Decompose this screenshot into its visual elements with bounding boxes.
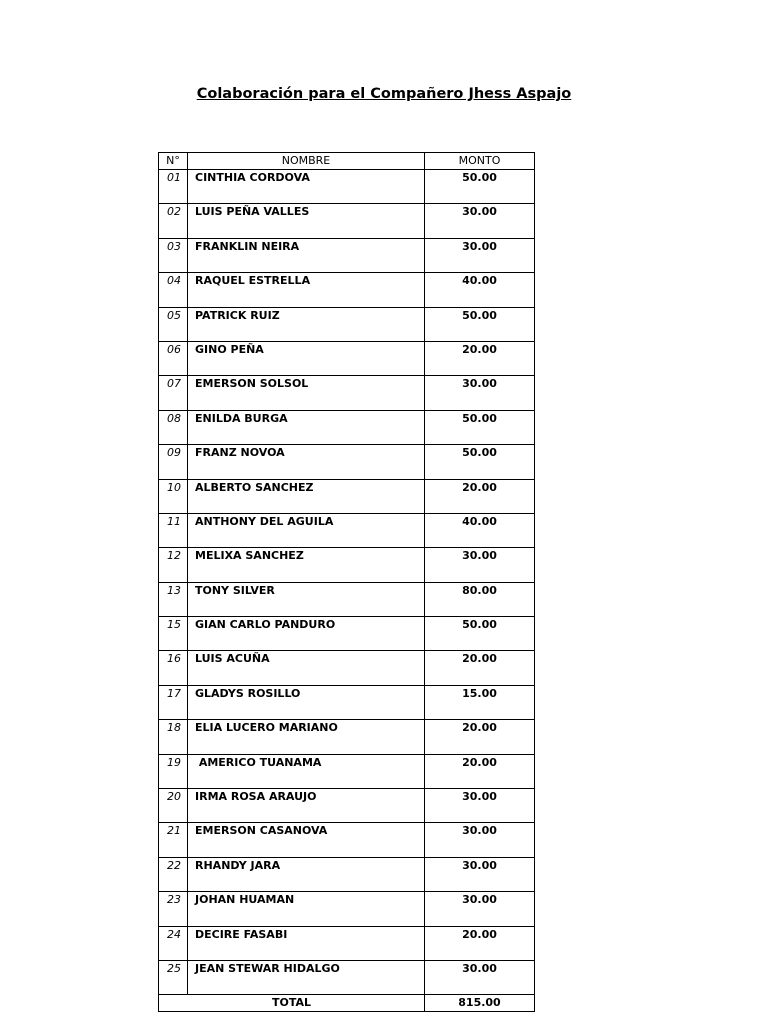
row-number-text: 17: [167, 686, 181, 700]
row-number-text: 23: [167, 893, 181, 907]
table-row: [159, 410, 535, 444]
row-number: [159, 410, 188, 444]
row-number-text: 03: [167, 239, 181, 253]
row-amount: 20.00: [425, 754, 535, 788]
header-amount: MONTO: [425, 153, 535, 170]
row-amount: 30.00: [425, 960, 535, 994]
row-number: [159, 685, 188, 719]
row-name: ELIA LUCERO MARIANO: [188, 720, 425, 754]
table-row: [159, 513, 535, 547]
row-amount: 30.00: [425, 204, 535, 238]
row-number-text: 22: [167, 858, 181, 872]
row-name: GLADYS ROSILLO: [188, 685, 425, 719]
table-row: [159, 582, 535, 616]
row-name: TONY SILVER: [188, 582, 425, 616]
header-name: NOMBRE: [188, 153, 425, 170]
table-header-row: [159, 153, 535, 170]
row-amount: 40.00: [425, 273, 535, 307]
row-number: [159, 238, 188, 272]
row-number: [159, 341, 188, 375]
row-number: [159, 582, 188, 616]
row-number-text: 16: [167, 652, 181, 666]
row-number: [159, 445, 188, 479]
row-name: RHANDY JARA: [188, 857, 425, 891]
table-row: [159, 892, 535, 926]
header-num: N°: [159, 153, 188, 170]
table-row: [159, 445, 535, 479]
row-amount: 80.00: [425, 582, 535, 616]
row-amount: 20.00: [425, 926, 535, 960]
row-name: FRANZ NOVOA: [188, 445, 425, 479]
row-number: [159, 204, 188, 238]
row-name: LUIS ACUÑA: [188, 651, 425, 685]
row-amount: 30.00: [425, 376, 535, 410]
row-name: EMERSON SOLSOL: [188, 376, 425, 410]
table-row: [159, 754, 535, 788]
row-name: PATRICK RUIZ: [188, 307, 425, 341]
row-amount: 20.00: [425, 651, 535, 685]
row-amount: 50.00: [425, 445, 535, 479]
row-number-text: 21: [167, 824, 181, 838]
table-row: [159, 926, 535, 960]
row-amount: 15.00: [425, 685, 535, 719]
row-number-text: 18: [167, 721, 181, 735]
row-amount: 20.00: [425, 720, 535, 754]
contribution-table: [158, 152, 535, 1012]
row-name: GINO PEÑA: [188, 341, 425, 375]
row-number-text: 01: [167, 171, 181, 184]
row-name: MELIXA SANCHEZ: [188, 548, 425, 582]
row-number-text: 07: [167, 377, 181, 391]
row-number-text: 10: [167, 480, 181, 494]
row-number-text: 20: [167, 790, 181, 804]
row-name: RAQUEL ESTRELLA: [188, 273, 425, 307]
row-name: AMERICO TUANAMA: [188, 754, 425, 788]
table-row: [159, 273, 535, 307]
row-number: [159, 273, 188, 307]
row-name: IRMA ROSA ARAUJO: [188, 789, 425, 823]
row-number: [159, 170, 188, 204]
row-number: [159, 479, 188, 513]
table-row: [159, 720, 535, 754]
total-label: TOTAL: [159, 995, 425, 1012]
row-number-text: 11: [167, 514, 181, 528]
row-number-text: 08: [167, 411, 181, 425]
row-number: [159, 754, 188, 788]
row-amount: 30.00: [425, 892, 535, 926]
table-row: [159, 238, 535, 272]
table-row: [159, 789, 535, 823]
row-number-text: 05: [167, 308, 181, 322]
row-name: ALBERTO SANCHEZ: [188, 479, 425, 513]
row-number: [159, 720, 188, 754]
row-amount: 30.00: [425, 857, 535, 891]
row-number: [159, 376, 188, 410]
table-row: [159, 617, 535, 651]
table-row: [159, 651, 535, 685]
row-amount: 40.00: [425, 513, 535, 547]
row-number-text: 15: [167, 618, 181, 632]
row-name: EMERSON CASANOVA: [188, 823, 425, 857]
row-number: [159, 926, 188, 960]
row-number: [159, 548, 188, 582]
total-amount: 815.00: [425, 995, 535, 1012]
row-amount: 50.00: [425, 410, 535, 444]
row-number: [159, 513, 188, 547]
row-amount: 30.00: [425, 238, 535, 272]
row-name: GIAN CARLO PANDURO: [188, 617, 425, 651]
table-row: [159, 479, 535, 513]
row-amount: 20.00: [425, 341, 535, 375]
row-number-text: 12: [167, 549, 181, 563]
table-row: [159, 307, 535, 341]
row-number: [159, 789, 188, 823]
table-row: [159, 204, 535, 238]
row-amount: 20.00: [425, 479, 535, 513]
row-number-text: 04: [167, 274, 181, 288]
table-row: [159, 857, 535, 891]
table-row: [159, 823, 535, 857]
row-number-text: 24: [167, 927, 181, 941]
row-name: JOHAN HUAMAN: [188, 892, 425, 926]
row-number-text: 13: [167, 583, 181, 597]
row-amount: 30.00: [425, 548, 535, 582]
row-name: LUIS PEÑA VALLES: [188, 204, 425, 238]
row-number-text: 02: [167, 205, 181, 219]
table-body: [159, 170, 535, 995]
table-row: [159, 170, 535, 204]
row-number: [159, 892, 188, 926]
row-number-text: 19: [167, 755, 181, 769]
row-name: DECIRE FASABI: [188, 926, 425, 960]
row-amount: 50.00: [425, 170, 535, 204]
table-row: [159, 376, 535, 410]
row-number: [159, 857, 188, 891]
row-number: [159, 307, 188, 341]
row-number: [159, 823, 188, 857]
table-row: [159, 960, 535, 994]
row-number-text: 09: [167, 446, 181, 460]
row-number-text: 06: [167, 342, 181, 356]
row-name: ENILDA BURGA: [188, 410, 425, 444]
total-row: [159, 995, 535, 1012]
document-title: Colaboración para el Compañero Jhess Aspajo: [196, 86, 572, 102]
row-name: JEAN STEWAR HIDALGO: [188, 960, 425, 994]
row-number: [159, 960, 188, 994]
row-number-text: 25: [167, 961, 181, 975]
row-number: [159, 651, 188, 685]
table-row: [159, 341, 535, 375]
row-name: FRANKLIN NEIRA: [188, 238, 425, 272]
row-amount: 30.00: [425, 789, 535, 823]
table-row: [159, 685, 535, 719]
row-amount: 50.00: [425, 617, 535, 651]
table-row: [159, 548, 535, 582]
row-amount: 50.00: [425, 307, 535, 341]
row-name: CINTHIA CORDOVA: [188, 170, 425, 204]
row-name: ANTHONY DEL AGUILA: [188, 513, 425, 547]
row-amount: 30.00: [425, 823, 535, 857]
row-number: [159, 617, 188, 651]
